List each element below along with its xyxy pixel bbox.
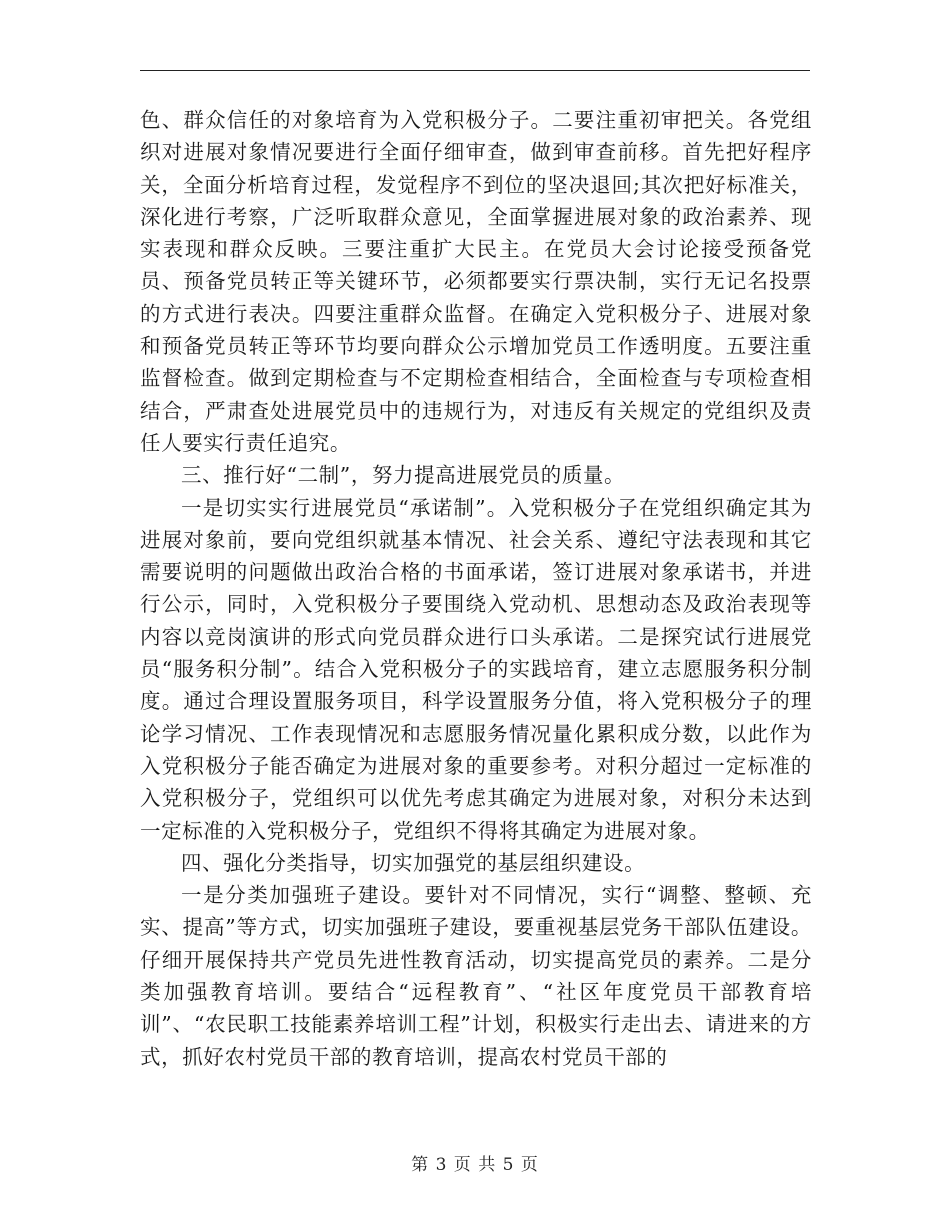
body-text (140, 104, 812, 1073)
section-heading-4: 四、强化分类指导，切实加强党的基层组织建设。 (181, 850, 646, 875)
paragraph-5: 一是分类加强班子建设。要针对不同情况，实行“调整、整顿、充实、提高”等方式，切实加强班子建设，要重视基层党务干部队伍建设。仔细开展保持共产党员先进性教育活动，切实提高党员的素养。二是分类加强教育培训。要结合“远程教育”、“社区年度党员干部教育培训”、“农民职工技能素养培训工程”计划，积极实行走出去、请进来的方式，抓好农村党员干部的教育培训，提高农村党员干部的 (140, 883, 812, 1069)
paragraph-1: 色、群众信任的对象培育为入党积极分子。二要注重初审把关。各党组织对进展对象情况要进行全面仔细审查，做到审查前移。首先把好程序关，全面分析培育过程，发觉程序不到位的坚决退回;其次把好标准关，深化进行考察，广泛听取群众意见，全面掌握进展对象的政治素养、现实表现和群众反映。三要注重扩大民主。在党员大会讨论接受预备党员、预备党员转正等关键环节，必须都要实行票决制，实行无记名投票的方式进行表决。四要注重群众监督。在确定入党积极分子、进展对象和预备党员转正等环节均要向群众公示增加党员工作透明度。五要注重监督检查。做到定期检查与不定期检查相结合，全面检查与专项检查相结合，严肃查处进展党员中的违规行为，对违反有关规定的党组织及责任人要实行责任追究。 (140, 108, 812, 455)
section-heading-3: 三、推行好“二制”，努力提高进展党员的质量。 (181, 463, 626, 488)
header-rule (140, 70, 810, 71)
paragraph-3: 一是切实实行进展党员“承诺制”。入党积极分子在党组织确定其为进展对象前，要向党组织就基本情况、社会关系、遵纪守法表现和其它需要说明的问题做出政治合格的书面承诺，签订进展对象承诺书，并进行公示，同时，入党积极分子要围绕入党动机、思想动态及政治表现等内容以竞岗演讲的形式向党员群众进行口头承诺。二是探究试行进展党员“服务积分制”。结合入党积极分子的实践培育，建立志愿服务积分制度。通过合理设置服务项目，科学设置服务分值，将入党积极分子的理论学习情况、工作表现情况和志愿服务情况量化累积成分数，以此作为入党积极分子能否确定为进展对象的重要参考。对积分超过一定标准的入党积极分子，党组织可以优先考虑其确定为进展对象，对积分未达到一定标准的入党积极分子，党组织不得将其确定为进展对象。 (140, 495, 812, 843)
page-footer: 第 3 页 共 5 页 (411, 1155, 539, 1175)
